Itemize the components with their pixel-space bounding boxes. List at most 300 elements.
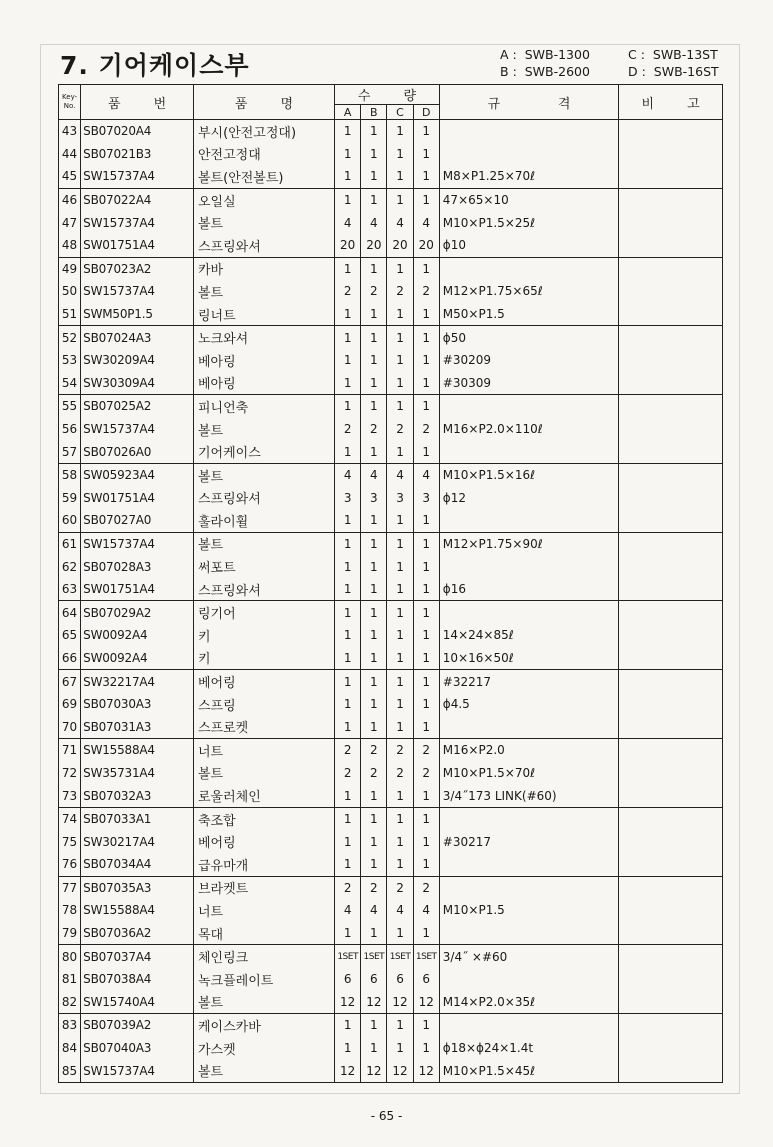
remarks-cell — [619, 899, 723, 922]
remarks-cell — [619, 463, 723, 486]
key-no-cell: 43 — [59, 120, 81, 143]
qty-d-cell: 1 — [413, 647, 439, 670]
qty-b-cell: 1 — [361, 1037, 387, 1060]
qty-c-cell: 1 — [387, 784, 413, 807]
qty-a-cell: 2 — [335, 418, 361, 441]
qty-a-cell: 1 — [335, 143, 361, 166]
key-no-cell: 44 — [59, 143, 81, 166]
qty-d-cell: 1 — [413, 440, 439, 463]
spec-cell: M10×P1.5×25ℓ — [439, 211, 618, 234]
table-row — [59, 807, 723, 830]
spec-cell: 14×24×85ℓ — [439, 624, 618, 647]
spec-cell — [439, 395, 618, 418]
remarks-cell — [619, 211, 723, 234]
part-name-cell: 체인링크 — [194, 945, 335, 968]
key-no-cell: 56 — [59, 418, 81, 441]
part-no-cell: SW15737A4 — [81, 280, 194, 303]
qty-b-cell: 1 — [361, 1014, 387, 1037]
qty-c-cell: 1 — [387, 578, 413, 601]
part-no-cell: SB07040A3 — [81, 1037, 194, 1060]
table-row — [59, 395, 723, 418]
qty-c-cell: 1 — [387, 303, 413, 326]
spec-cell: #32217 — [439, 670, 618, 693]
qty-b-cell: 1 — [361, 532, 387, 555]
qty-b-cell: 1 — [361, 188, 387, 211]
part-name-cell: 키 — [194, 647, 335, 670]
col-remarks: 비 고 — [619, 85, 723, 120]
spec-cell: ϕ4.5 — [439, 693, 618, 716]
part-name-cell: 카바 — [194, 257, 335, 280]
table-row — [59, 372, 723, 395]
table-row — [59, 991, 723, 1014]
remarks-cell — [619, 303, 723, 326]
qty-c-cell: 1 — [387, 1014, 413, 1037]
remarks-cell — [619, 143, 723, 166]
table-row — [59, 945, 723, 968]
key-no-cell: 47 — [59, 211, 81, 234]
qty-a-cell: 1 — [335, 693, 361, 716]
table-row — [59, 922, 723, 945]
spec-cell: ϕ12 — [439, 487, 618, 510]
qty-b-cell: 1 — [361, 693, 387, 716]
spec-cell — [439, 257, 618, 280]
spec-cell: M14×P2.0×35ℓ — [439, 991, 618, 1014]
spec-cell — [439, 440, 618, 463]
part-name-cell: 스프링와셔 — [194, 578, 335, 601]
qty-d-cell: 2 — [413, 280, 439, 303]
qty-c-cell: 1 — [387, 143, 413, 166]
qty-a-cell: 1 — [335, 647, 361, 670]
remarks-cell — [619, 487, 723, 510]
qty-c-cell: 1 — [387, 532, 413, 555]
table-row — [59, 1037, 723, 1060]
table-row — [59, 899, 723, 922]
table-row — [59, 968, 723, 991]
part-name-cell: 볼트 — [194, 211, 335, 234]
key-no-cell: 77 — [59, 876, 81, 899]
part-name-cell: 볼트 — [194, 280, 335, 303]
qty-a-cell: 1 — [335, 624, 361, 647]
table-row — [59, 739, 723, 762]
qty-b-cell: 12 — [361, 1059, 387, 1082]
qty-a-cell: 2 — [335, 280, 361, 303]
model-d: D : SWB-16ST — [628, 64, 719, 79]
key-no-cell: 49 — [59, 257, 81, 280]
qty-c-cell: 1 — [387, 188, 413, 211]
part-no-cell: SB07036A2 — [81, 922, 194, 945]
part-name-cell: 볼트 — [194, 463, 335, 486]
qty-a-cell: 2 — [335, 739, 361, 762]
part-name-cell: 볼트 — [194, 991, 335, 1014]
qty-d-cell: 1 — [413, 349, 439, 372]
qty-a-cell: 1 — [335, 670, 361, 693]
qty-b-cell: 1 — [361, 922, 387, 945]
qty-c-cell: 1 — [387, 555, 413, 578]
part-name-cell: 브라켓트 — [194, 876, 335, 899]
part-name-cell: 베어링 — [194, 830, 335, 853]
qty-d-cell: 1 — [413, 143, 439, 166]
part-name-cell: 녹크플레이트 — [194, 968, 335, 991]
spec-cell — [439, 922, 618, 945]
qty-d-cell: 3 — [413, 487, 439, 510]
part-no-cell: SB07034A4 — [81, 853, 194, 876]
table-row — [59, 509, 723, 532]
remarks-cell — [619, 715, 723, 738]
table-row — [59, 647, 723, 670]
qty-c-cell: 12 — [387, 991, 413, 1014]
part-name-cell: 베아링 — [194, 372, 335, 395]
remarks-cell — [619, 280, 723, 303]
qty-a-cell: 1 — [335, 555, 361, 578]
col-qty-c: C — [387, 105, 413, 120]
col-qty-b: B — [361, 105, 387, 120]
key-no-cell: 45 — [59, 165, 81, 188]
qty-c-cell: 2 — [387, 876, 413, 899]
part-name-cell: 써포트 — [194, 555, 335, 578]
qty-d-cell: 1 — [413, 853, 439, 876]
table-row — [59, 853, 723, 876]
key-no-cell: 75 — [59, 830, 81, 853]
key-no-cell: 51 — [59, 303, 81, 326]
qty-d-cell: 1 — [413, 670, 439, 693]
key-no-cell: 80 — [59, 945, 81, 968]
qty-c-cell: 1 — [387, 647, 413, 670]
qty-d-cell: 12 — [413, 991, 439, 1014]
key-no-cell: 59 — [59, 487, 81, 510]
remarks-cell — [619, 440, 723, 463]
qty-c-cell: 1 — [387, 670, 413, 693]
qty-d-cell: 4 — [413, 463, 439, 486]
qty-c-cell: 4 — [387, 899, 413, 922]
part-no-cell: SB07030A3 — [81, 693, 194, 716]
remarks-cell — [619, 922, 723, 945]
qty-a-cell: 1 — [335, 922, 361, 945]
qty-d-cell: 1 — [413, 830, 439, 853]
part-name-cell: 축조합 — [194, 807, 335, 830]
qty-b-cell: 1 — [361, 624, 387, 647]
qty-b-cell: 12 — [361, 991, 387, 1014]
table-row — [59, 784, 723, 807]
part-name-cell: 볼트 — [194, 1059, 335, 1082]
qty-b-cell: 1SET — [361, 945, 387, 968]
qty-b-cell: 2 — [361, 739, 387, 762]
spec-cell — [439, 601, 618, 624]
part-name-cell: 볼트(안전볼트) — [194, 165, 335, 188]
part-no-cell: SB07031A3 — [81, 715, 194, 738]
qty-c-cell: 1 — [387, 807, 413, 830]
qty-c-cell: 6 — [387, 968, 413, 991]
qty-d-cell: 1 — [413, 578, 439, 601]
part-name-cell: 너트 — [194, 899, 335, 922]
table-row — [59, 532, 723, 555]
part-name-cell: 너트 — [194, 739, 335, 762]
remarks-cell — [619, 326, 723, 349]
table-row — [59, 487, 723, 510]
part-no-cell: SWM50P1.5 — [81, 303, 194, 326]
spec-cell: M10×P1.5×45ℓ — [439, 1059, 618, 1082]
key-no-cell: 64 — [59, 601, 81, 624]
part-no-cell: SW01751A4 — [81, 487, 194, 510]
table-row — [59, 234, 723, 257]
part-name-cell: 가스켓 — [194, 1037, 335, 1060]
qty-b-cell: 1 — [361, 303, 387, 326]
qty-b-cell: 20 — [361, 234, 387, 257]
qty-c-cell: 1 — [387, 372, 413, 395]
part-name-cell: 키 — [194, 624, 335, 647]
qty-d-cell: 2 — [413, 739, 439, 762]
qty-d-cell: 4 — [413, 211, 439, 234]
qty-d-cell: 1 — [413, 303, 439, 326]
qty-a-cell: 1SET — [335, 945, 361, 968]
spec-cell — [439, 876, 618, 899]
remarks-cell — [619, 532, 723, 555]
remarks-cell — [619, 165, 723, 188]
part-no-cell: SW15737A4 — [81, 1059, 194, 1082]
qty-b-cell: 1 — [361, 807, 387, 830]
spec-cell: M50×P1.5 — [439, 303, 618, 326]
qty-b-cell: 2 — [361, 418, 387, 441]
spec-cell: 10×16×50ℓ — [439, 647, 618, 670]
qty-d-cell: 1 — [413, 922, 439, 945]
part-name-cell: 로울러체인 — [194, 784, 335, 807]
model-b: B : SWB-2600 — [500, 64, 590, 79]
col-qty-d: D — [413, 105, 439, 120]
remarks-cell — [619, 968, 723, 991]
table-row — [59, 188, 723, 211]
model-a: A : SWB-1300 — [500, 47, 590, 62]
part-no-cell: SB07033A1 — [81, 807, 194, 830]
qty-b-cell: 6 — [361, 968, 387, 991]
spec-cell: 3/4˝173 LINK(#60) — [439, 784, 618, 807]
remarks-cell — [619, 624, 723, 647]
qty-a-cell: 1 — [335, 807, 361, 830]
part-name-cell: 목대 — [194, 922, 335, 945]
part-no-cell: SB07020A4 — [81, 120, 194, 143]
qty-a-cell: 1 — [335, 830, 361, 853]
remarks-cell — [619, 555, 723, 578]
qty-d-cell: 4 — [413, 899, 439, 922]
qty-c-cell: 1 — [387, 326, 413, 349]
qty-a-cell: 1 — [335, 188, 361, 211]
qty-c-cell: 2 — [387, 418, 413, 441]
qty-b-cell: 1 — [361, 784, 387, 807]
spec-cell: 3/4˝ ×#60 — [439, 945, 618, 968]
key-no-cell: 69 — [59, 693, 81, 716]
remarks-cell — [619, 395, 723, 418]
remarks-cell — [619, 1037, 723, 1060]
key-no-cell: 74 — [59, 807, 81, 830]
part-no-cell: SW0092A4 — [81, 647, 194, 670]
qty-d-cell: 1 — [413, 715, 439, 738]
qty-a-cell: 3 — [335, 487, 361, 510]
part-no-cell: SB07035A3 — [81, 876, 194, 899]
key-no-cell: 65 — [59, 624, 81, 647]
qty-a-cell: 12 — [335, 991, 361, 1014]
table-row — [59, 280, 723, 303]
spec-cell: M12×P1.75×65ℓ — [439, 280, 618, 303]
qty-c-cell: 1 — [387, 715, 413, 738]
qty-b-cell: 2 — [361, 876, 387, 899]
part-name-cell: 베아링 — [194, 349, 335, 372]
qty-a-cell: 1 — [335, 509, 361, 532]
qty-b-cell: 1 — [361, 578, 387, 601]
part-no-cell: SW30309A4 — [81, 372, 194, 395]
remarks-cell — [619, 647, 723, 670]
qty-a-cell: 1 — [335, 395, 361, 418]
spec-cell: M16×P2.0×110ℓ — [439, 418, 618, 441]
key-no-cell: 55 — [59, 395, 81, 418]
qty-a-cell: 1 — [335, 578, 361, 601]
qty-d-cell: 1 — [413, 624, 439, 647]
table-row — [59, 143, 723, 166]
key-no-cell: 50 — [59, 280, 81, 303]
table-row — [59, 670, 723, 693]
spec-cell: #30309 — [439, 372, 618, 395]
part-no-cell: SB07026A0 — [81, 440, 194, 463]
part-name-cell: 스프링와셔 — [194, 487, 335, 510]
qty-b-cell: 4 — [361, 211, 387, 234]
remarks-cell — [619, 257, 723, 280]
key-no-cell: 62 — [59, 555, 81, 578]
key-no-cell: 84 — [59, 1037, 81, 1060]
key-no-cell: 72 — [59, 762, 81, 785]
part-no-cell: SB07025A2 — [81, 395, 194, 418]
part-no-cell: SW15737A4 — [81, 165, 194, 188]
qty-c-cell: 4 — [387, 463, 413, 486]
part-no-cell: SW30209A4 — [81, 349, 194, 372]
qty-c-cell: 4 — [387, 211, 413, 234]
table-row — [59, 463, 723, 486]
remarks-cell — [619, 762, 723, 785]
qty-a-cell: 1 — [335, 257, 361, 280]
spec-cell: M10×P1.5 — [439, 899, 618, 922]
key-no-cell: 85 — [59, 1059, 81, 1082]
key-no-cell: 67 — [59, 670, 81, 693]
qty-b-cell: 1 — [361, 349, 387, 372]
spec-cell — [439, 968, 618, 991]
key-no-cell: 53 — [59, 349, 81, 372]
parts-body — [59, 120, 723, 1083]
spec-cell: M10×P1.5×70ℓ — [439, 762, 618, 785]
qty-d-cell: 1 — [413, 257, 439, 280]
qty-a-cell: 12 — [335, 1059, 361, 1082]
key-no-cell: 61 — [59, 532, 81, 555]
spec-cell: M10×P1.5×16ℓ — [439, 463, 618, 486]
table-row — [59, 830, 723, 853]
key-no-cell: 46 — [59, 188, 81, 211]
qty-b-cell: 1 — [361, 601, 387, 624]
qty-d-cell: 1 — [413, 601, 439, 624]
spec-cell: M8×P1.25×70ℓ — [439, 165, 618, 188]
part-no-cell: SW15588A4 — [81, 739, 194, 762]
part-name-cell: 링기어 — [194, 601, 335, 624]
qty-d-cell: 1 — [413, 532, 439, 555]
qty-a-cell: 1 — [335, 1014, 361, 1037]
qty-b-cell: 1 — [361, 440, 387, 463]
spec-cell: M12×P1.75×90ℓ — [439, 532, 618, 555]
table-row — [59, 418, 723, 441]
col-key-no: Key- No. — [59, 85, 81, 120]
key-no-cell: 66 — [59, 647, 81, 670]
part-name-cell: 스프로켓 — [194, 715, 335, 738]
spec-cell — [439, 120, 618, 143]
table-row — [59, 1059, 723, 1082]
qty-c-cell: 1 — [387, 601, 413, 624]
remarks-cell — [619, 945, 723, 968]
qty-a-cell: 1 — [335, 165, 361, 188]
table-row — [59, 165, 723, 188]
qty-d-cell: 2 — [413, 876, 439, 899]
part-name-cell: 급유마개 — [194, 853, 335, 876]
remarks-cell — [619, 739, 723, 762]
qty-b-cell: 1 — [361, 165, 387, 188]
qty-a-cell: 1 — [335, 349, 361, 372]
qty-a-cell: 1 — [335, 372, 361, 395]
qty-c-cell: 1 — [387, 120, 413, 143]
qty-a-cell: 1 — [335, 853, 361, 876]
spec-cell: 47×65×10 — [439, 188, 618, 211]
qty-a-cell: 6 — [335, 968, 361, 991]
qty-d-cell: 1 — [413, 509, 439, 532]
qty-c-cell: 1 — [387, 693, 413, 716]
part-no-cell: SB07037A4 — [81, 945, 194, 968]
remarks-cell — [619, 509, 723, 532]
qty-a-cell: 1 — [335, 120, 361, 143]
part-no-cell: SW15737A4 — [81, 532, 194, 555]
spec-cell — [439, 807, 618, 830]
table-row — [59, 693, 723, 716]
qty-b-cell: 1 — [361, 326, 387, 349]
remarks-cell — [619, 876, 723, 899]
qty-c-cell: 3 — [387, 487, 413, 510]
remarks-cell — [619, 693, 723, 716]
table-row — [59, 876, 723, 899]
remarks-cell — [619, 807, 723, 830]
qty-a-cell: 1 — [335, 326, 361, 349]
remarks-cell — [619, 349, 723, 372]
qty-a-cell: 4 — [335, 463, 361, 486]
qty-d-cell: 1 — [413, 1037, 439, 1060]
qty-c-cell: 2 — [387, 280, 413, 303]
part-no-cell: SW0092A4 — [81, 624, 194, 647]
qty-d-cell: 20 — [413, 234, 439, 257]
remarks-cell — [619, 188, 723, 211]
part-no-cell: SB07028A3 — [81, 555, 194, 578]
qty-d-cell: 1 — [413, 120, 439, 143]
qty-c-cell: 2 — [387, 762, 413, 785]
part-name-cell: 볼트 — [194, 532, 335, 555]
remarks-cell — [619, 784, 723, 807]
qty-a-cell: 1 — [335, 532, 361, 555]
remarks-cell — [619, 418, 723, 441]
part-no-cell: SB07023A2 — [81, 257, 194, 280]
spec-cell: M16×P2.0 — [439, 739, 618, 762]
spec-cell: #30217 — [439, 830, 618, 853]
qty-b-cell: 1 — [361, 257, 387, 280]
qty-a-cell: 4 — [335, 211, 361, 234]
remarks-cell — [619, 120, 723, 143]
qty-c-cell: 1 — [387, 257, 413, 280]
col-part-no: 품 번 — [81, 85, 194, 120]
col-quantity: 수 량 — [335, 85, 440, 105]
spec-cell: ϕ18×ϕ24×1.4t — [439, 1037, 618, 1060]
qty-d-cell: 2 — [413, 762, 439, 785]
table-row — [59, 120, 723, 143]
qty-c-cell: 1 — [387, 922, 413, 945]
part-no-cell: SW15740A4 — [81, 991, 194, 1014]
part-no-cell: SB07021B3 — [81, 143, 194, 166]
spec-cell: ϕ50 — [439, 326, 618, 349]
